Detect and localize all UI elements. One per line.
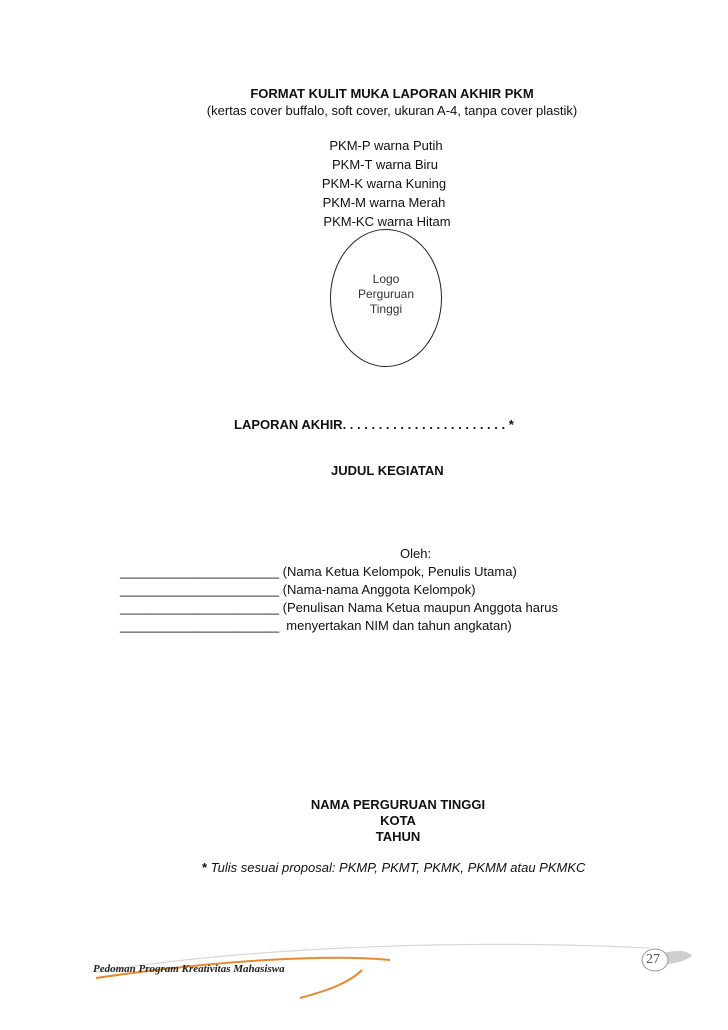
page-title: FORMAT KULIT MUKA LAPORAN AKHIR PKM	[250, 86, 534, 101]
institution-city: KOTA	[380, 813, 416, 828]
color-item-t: PKM-T warna Biru	[332, 157, 438, 172]
footer-swoosh	[0, 920, 728, 1030]
color-item-k: PKM-K warna Kuning	[321, 176, 447, 191]
footer-text: Pedoman Program Kreativitas Mahasiswa	[93, 963, 285, 975]
member-line: ______________________ (Nama-nama Anggota Kelompok)	[120, 582, 476, 597]
activity-title: JUDUL KEGIATAN	[331, 463, 444, 478]
member-list	[120, 563, 558, 635]
logo-placeholder-text	[330, 272, 442, 317]
member-line: ______________________ (Nama Ketua Kelompok, Penulis Utama)	[120, 564, 517, 579]
color-item-kc: PKM-KC warna Hitam	[323, 214, 451, 229]
logo-line: Logo	[372, 272, 400, 286]
report-heading: LAPORAN AKHIR. . . . . . . . . . . . . . . . . . . . . . . *	[234, 417, 514, 432]
logo-line: Tinggi	[369, 302, 403, 316]
footnote	[202, 860, 585, 875]
institution-year: TAHUN	[375, 829, 421, 844]
member-line: ______________________ (Penulisan Nama Ketua maupun Anggota harus	[120, 600, 559, 615]
institution-name: NAMA PERGURUAN TINGGI	[310, 797, 486, 812]
page-number: 27	[646, 952, 660, 967]
footnote-text: Tulis sesuai proposal: PKMP, PKMT, PKMK, PKMM atau PKMKC	[207, 860, 586, 875]
institution-block	[300, 797, 496, 845]
color-list	[307, 136, 467, 231]
oleh-label: Oleh:	[400, 546, 432, 561]
color-item-p: PKM-P warna Putih	[329, 138, 443, 153]
member-line: ______________________ menyertakan NIM dan tahun angkatan)	[120, 618, 512, 633]
color-item-m: PKM-M warna Merah	[322, 195, 446, 210]
page-subtitle: (kertas cover buffalo, soft cover, ukuran A-4, tanpa cover plastik)	[206, 103, 578, 118]
footnote-star: *	[202, 860, 208, 875]
logo-line: Perguruan	[357, 287, 415, 301]
